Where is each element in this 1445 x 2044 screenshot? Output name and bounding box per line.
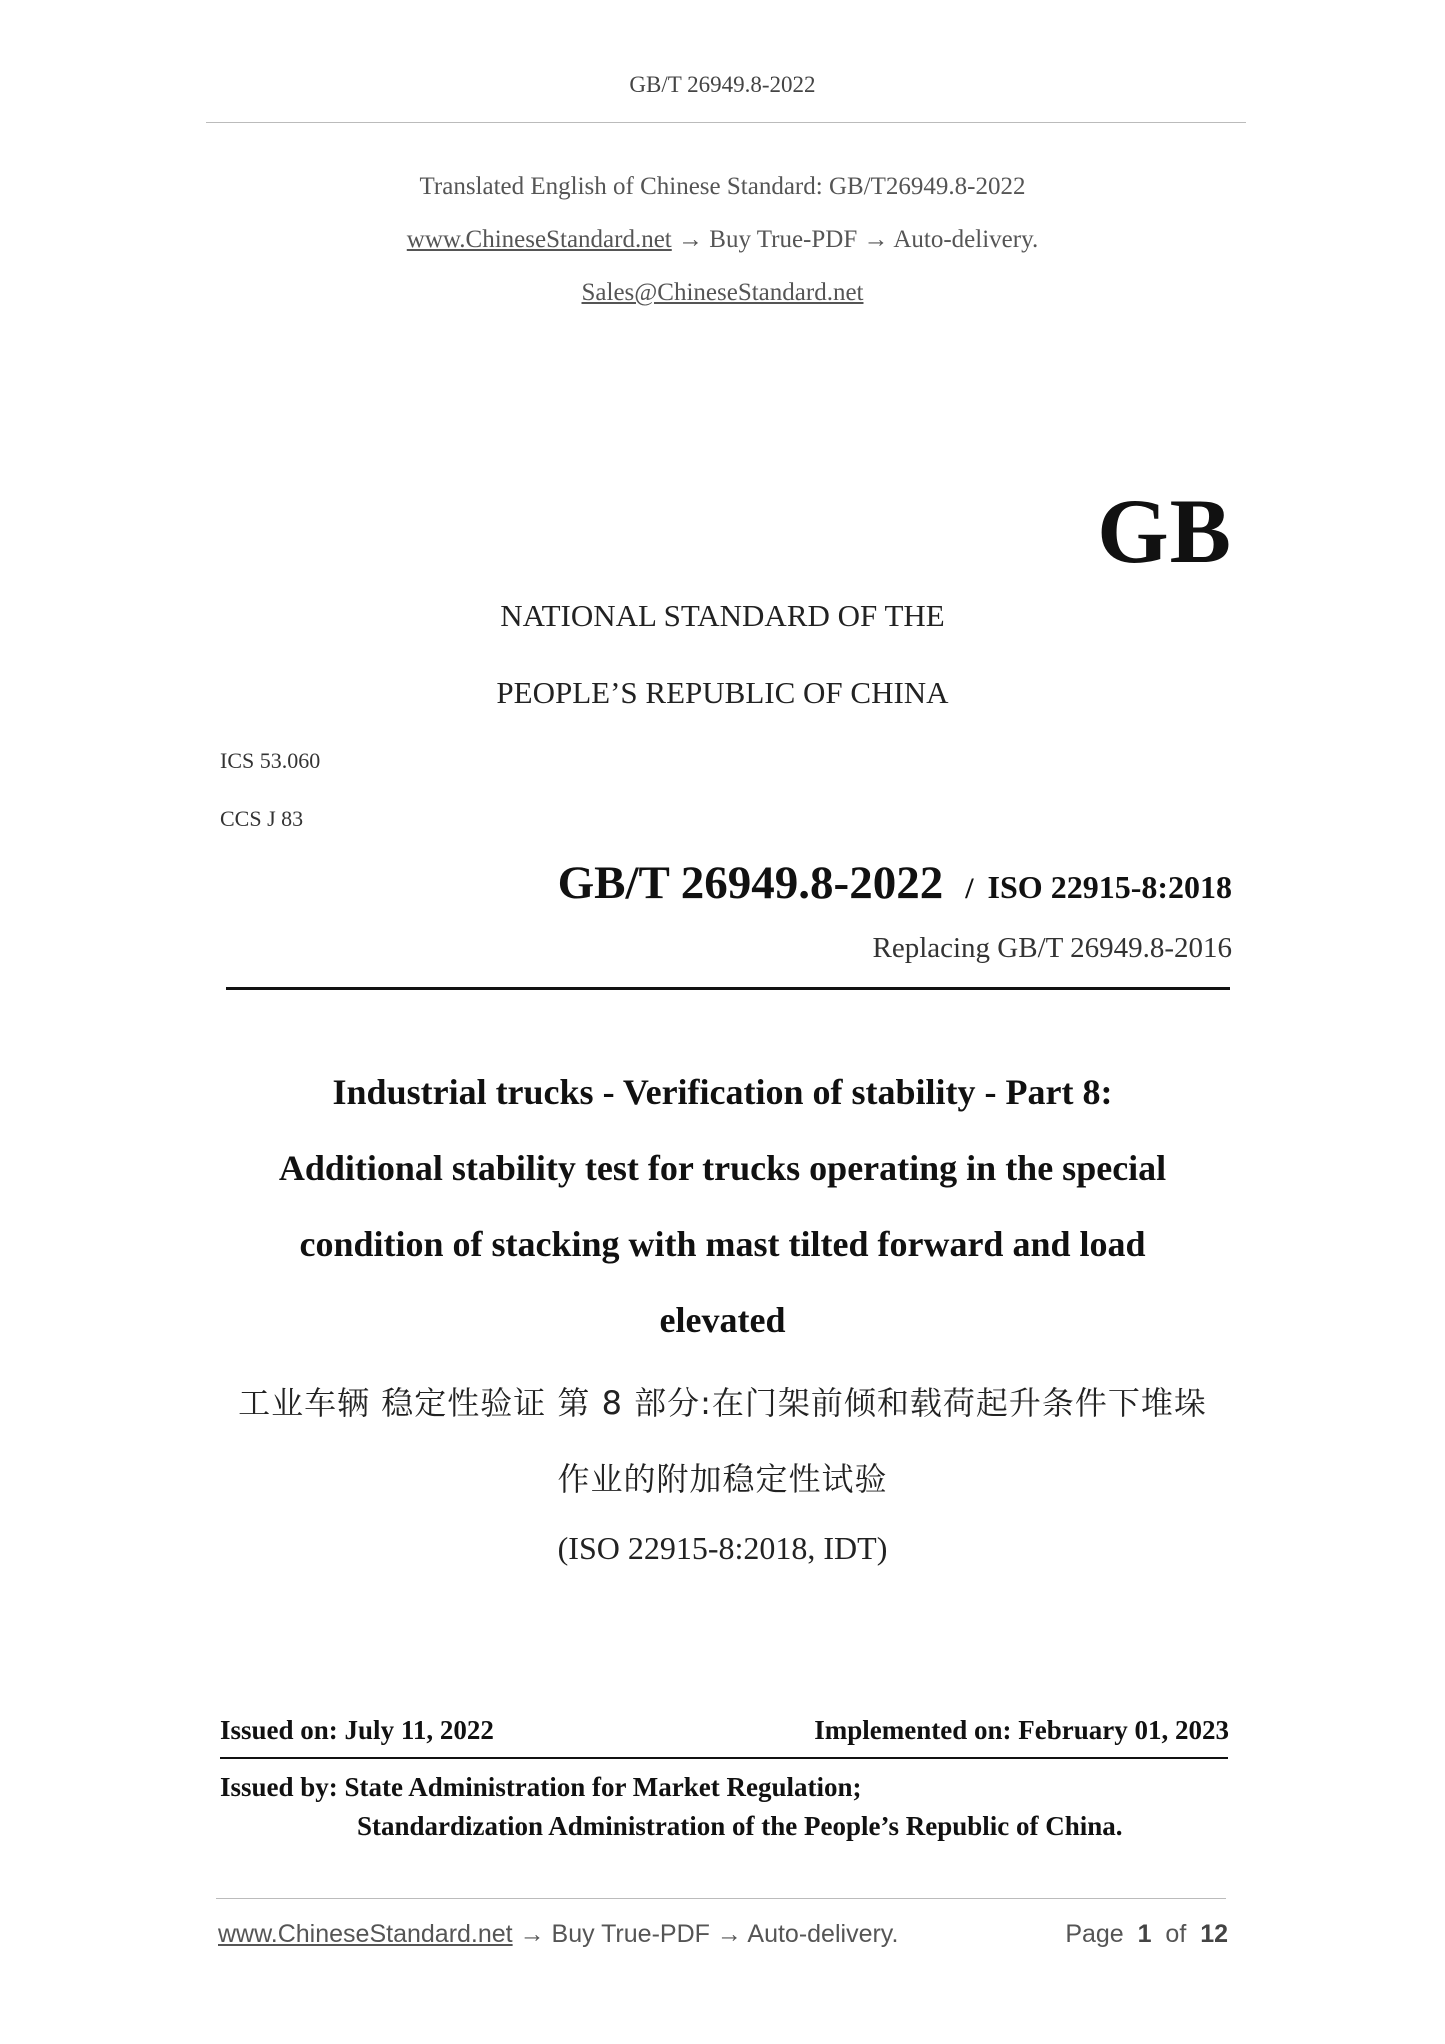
- english-title-line: Additional stability test for trucks operating in the special: [278, 1148, 1167, 1188]
- english-title-line: elevated: [659, 1300, 786, 1340]
- footer-divider: [216, 1898, 1226, 1899]
- standard-separator: /: [965, 872, 974, 905]
- ccs-code: CCS J 83: [220, 806, 304, 831]
- buy-text: → Buy True-PDF → Auto-delivery.: [671, 226, 1039, 253]
- iso-equivalence: (ISO 22915-8:2018, IDT): [557, 1530, 888, 1566]
- footer-site-link[interactable]: www.ChineseStandard.net: [218, 1920, 513, 1948]
- national-standard-line-1: NATIONAL STANDARD OF THE: [500, 598, 945, 633]
- page-of-label: of: [1165, 1920, 1187, 1948]
- gb-logo: GB: [1097, 480, 1232, 582]
- iso-number: ISO 22915-8:2018: [987, 869, 1232, 905]
- sales-email-line: [0, 279, 1445, 307]
- replacing-note: Replacing GB/T 26949.8-2016: [872, 932, 1232, 964]
- running-header: GB/T 26949.8-2022: [629, 72, 816, 97]
- chinese-title-line: 作业的附加稳定性试验: [557, 1460, 888, 1498]
- page-footer: [218, 1920, 1228, 1949]
- page-current: 1: [1137, 1920, 1152, 1948]
- header-divider: [206, 122, 1246, 123]
- title-divider: [226, 987, 1230, 990]
- page-indicator: [1065, 1920, 1228, 1949]
- sales-email-link[interactable]: Sales@ChineseStandard.net: [581, 279, 864, 306]
- issued-on-date: Issued on: July 11, 2022: [220, 1715, 494, 1745]
- translated-notice: Translated English of Chinese Standard: GB/T26949.8-2022: [419, 173, 1026, 200]
- chinese-title-line: 工业车辆 稳定性验证 第 8 部分:在门架前倾和载荷起升条件下堆垛: [238, 1384, 1207, 1422]
- standard-number-line: [558, 856, 1232, 910]
- issued-by-line-2: Standardization Administration of the People’s Republic of China.: [357, 1811, 1123, 1841]
- page-total: 12: [1200, 1920, 1228, 1948]
- english-title-line: condition of stacking with mast tilted forward and load: [299, 1224, 1146, 1264]
- ics-code: ICS 53.060: [220, 748, 321, 773]
- issued-by-line-1: Issued by: State Administration for Market Regulation;: [220, 1772, 862, 1802]
- implemented-on-date: Implemented on: February 01, 2023: [814, 1715, 1229, 1745]
- national-standard-line-2: PEOPLE’S REPUBLIC OF CHINA: [496, 675, 949, 710]
- promo-buy-line: [0, 226, 1445, 254]
- dates-divider: [220, 1757, 1228, 1759]
- footer-buy-text: → Buy True-PDF → Auto-delivery.: [512, 1920, 899, 1948]
- standard-number: GB/T 26949.8-2022: [557, 857, 944, 909]
- page-label: Page: [1065, 1920, 1124, 1948]
- english-title-line: Industrial trucks - Verification of stability - Part 8:: [332, 1072, 1113, 1112]
- site-link[interactable]: www.ChineseStandard.net: [406, 226, 672, 253]
